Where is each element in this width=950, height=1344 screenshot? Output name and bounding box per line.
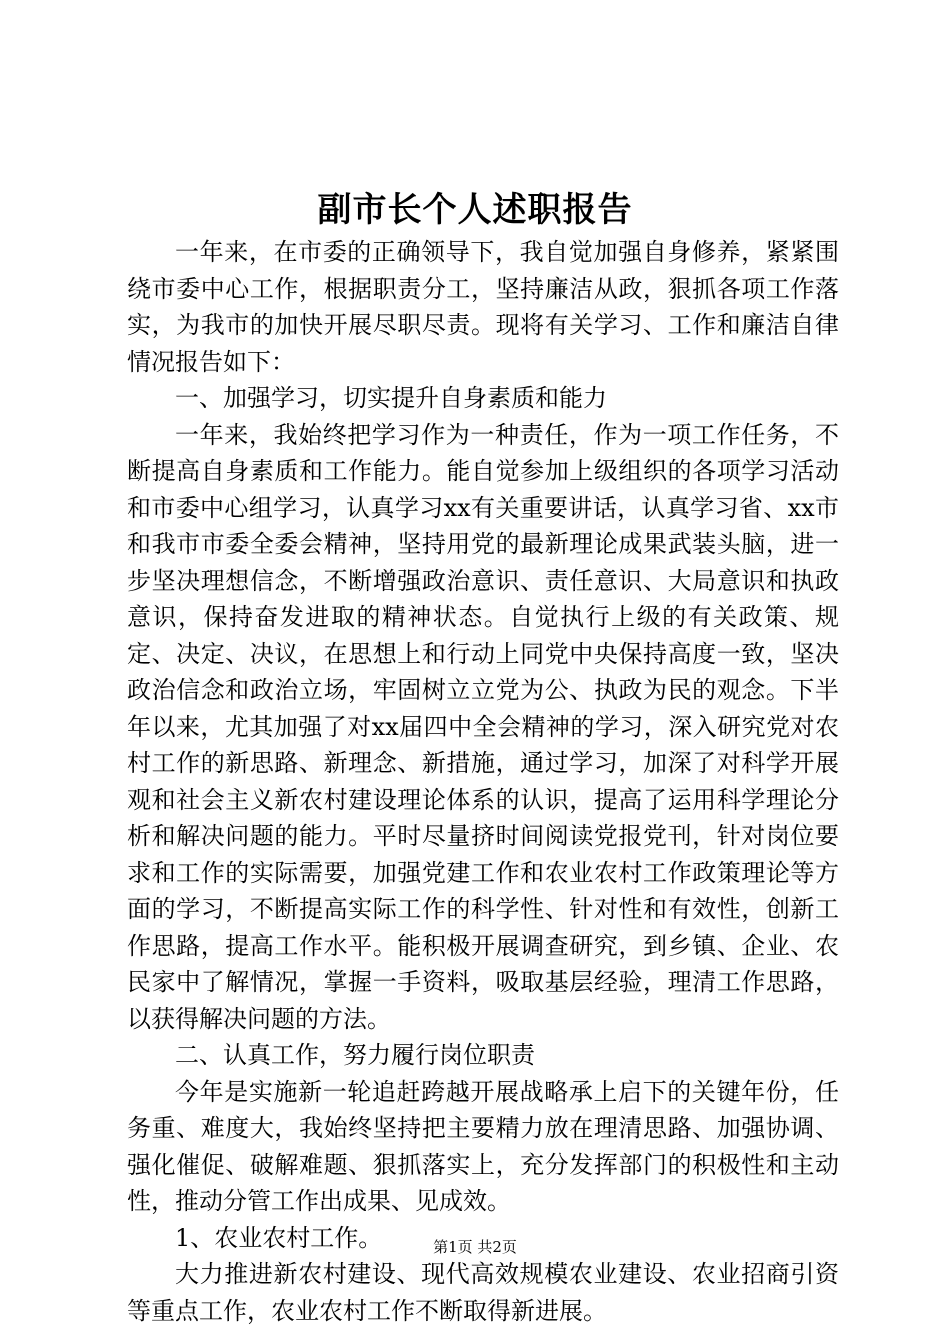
page-footer: 第1页 共2页 [433, 1238, 517, 1256]
document-body [127, 234, 839, 1329]
section-heading-study: 一、加强学习，切实提升自身素质和能力 [175, 384, 607, 412]
intro-paragraph: 一年来，在市委的正确领导下，我自觉加强自身修养，紧紧围绕市委中心工作，根据职责分工，坚持廉洁从政，狠抓各项工作落实，为我市的加快开展尽职尽责。现将有关学习、工作和廉洁自律情况报告如下： [127, 238, 839, 376]
work-paragraph: 今年是实施新一轮追赶跨越开展战略承上启下的关键年份，任务重、难度大，我始终坚持把主要精力放在理清思路、加强协调、强化催促、破解难题、狠抓落实上，充分发挥部门的积极性和主动性，推动分管工作出成果、见成效。 [127, 1077, 839, 1215]
study-paragraph: 一年来，我始终把学习作为一种责任，作为一项工作任务，不断提高自身素质和工作能力。能自觉参加上级组织的各项学习活动和市委中心组学习，认真学习xx有关重要讲话，认真学习省、xx市和我市市委全委会精神，坚持用党的最新理论成果武装头脑，进一步坚决理想信念，不断增强政治意识、责任意识、大局意识和执政意识，保持奋发进取的精神状态。自觉执行上级的有关政策、规定、决定、决议，在思想上和行动上同党中央保持高度一致，坚决政治信念和政治立场，牢固树立立党为公、执政为民的观念。下半年以来，尤其加强了对xx届四中全会精神的学习，深入研究党对农村工作的新思路、新理念、新措施，通过学习，加深了对科学开展观和社会主义新农村建设理论体系的认识，提高了运用科学理论分析和解决问题的能力。平时尽量挤时间阅读党报党刊，针对岗位要求和工作的实际需要，加强党建工作和农业农村工作政策理论等方面的学习，不断提高实际工作的科学性、针对性和有效性，创新工作思路，提高工作水平。能积极开展调查研究，到乡镇、企业、农民家中了解情况，掌握一手资料，吸取基层经验，理清工作思路，以获得解决问题的方法。 [127, 420, 839, 1033]
section-heading-work: 二、认真工作，努力履行岗位职责 [175, 1041, 535, 1069]
subsection-heading-agriculture: 1、农业农村工作。 [175, 1223, 383, 1252]
document-title: 副市长个人述职报告 [317, 190, 633, 230]
agriculture-paragraph: 大力推进新农村建设、现代高效规模农业建设、农业招商引资等重点工作，农业农村工作不断取得新进展。 [127, 1260, 839, 1325]
